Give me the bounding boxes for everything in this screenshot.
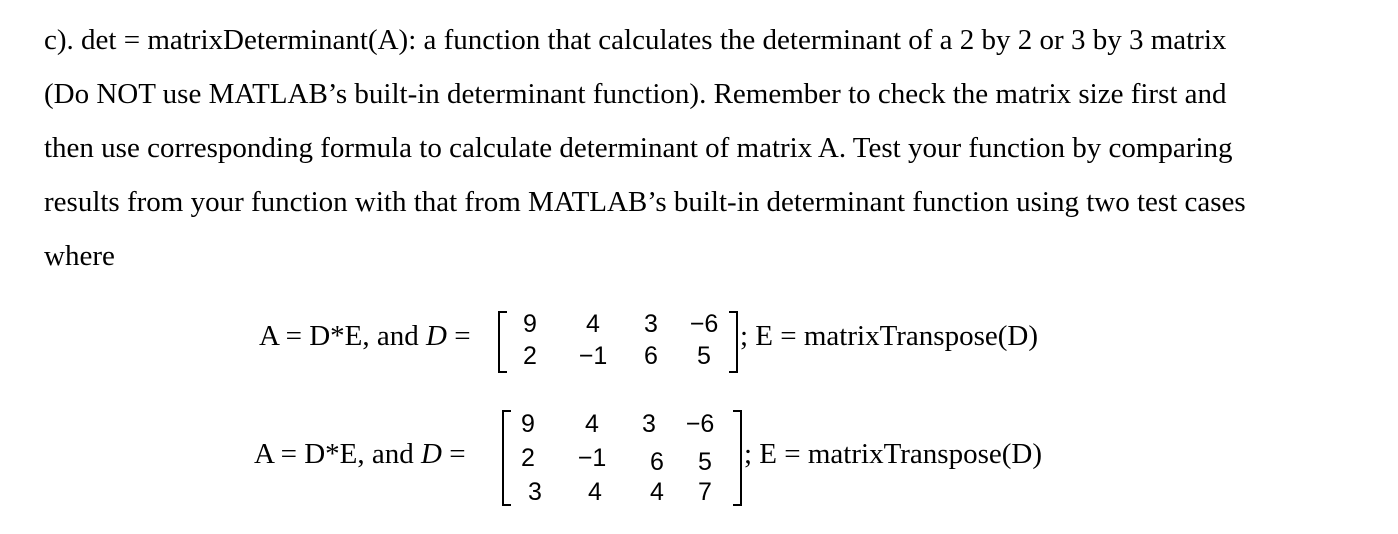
paragraph-line: results from your function with that from MATLAB’s built-in determinant function using two test cases	[44, 186, 1246, 218]
matrix-cell: 4	[650, 478, 664, 506]
case1-prefix: A = D*E, and	[259, 320, 426, 352]
matrix-cell: −1	[577, 444, 607, 472]
matrix-cell: −6	[685, 410, 715, 438]
matrix-left-bracket	[502, 410, 511, 506]
case2-equals: =	[449, 438, 466, 470]
paragraph-line: where	[44, 240, 115, 272]
matrix-cell: −1	[578, 342, 608, 370]
paragraph-line: c). det = matrixDeterminant(A): a function that calculates the determinant of a 2 by 2 or 3 by 3 matrix	[44, 24, 1227, 56]
matrix-cell: 2	[521, 444, 535, 472]
matrix-cell: 4	[588, 478, 602, 506]
case2-lhs	[254, 438, 466, 471]
case1-matrix-d	[498, 308, 738, 372]
matrix-cell: 3	[528, 478, 542, 506]
matrix-cell: 6	[650, 448, 664, 476]
matrix-cell: 6	[644, 342, 658, 370]
matrix-cell: 9	[523, 310, 537, 338]
case1-equals: =	[454, 320, 471, 352]
case1-lhs	[259, 320, 471, 353]
case2-suffix: ; E = matrixTranspose(D)	[744, 438, 1043, 470]
paragraph-line: (Do NOT use MATLAB’s built-in determinant function). Remember to check the matrix size first and	[44, 78, 1227, 110]
paragraph-line: then use corresponding formula to calculate determinant of matrix A. Test your function by comparing	[44, 132, 1233, 164]
case2-prefix: A = D*E, and	[254, 438, 421, 470]
case1-suffix: ; E = matrixTranspose(D)	[740, 320, 1039, 352]
matrix-cell: 5	[697, 342, 711, 370]
case1-d-variable: D	[425, 320, 447, 352]
matrix-cell: 7	[698, 478, 712, 506]
matrix-right-bracket	[733, 410, 742, 506]
matrix-cell: 3	[642, 410, 656, 438]
matrix-left-bracket	[498, 311, 507, 373]
matrix-cell: 5	[698, 448, 712, 476]
matrix-cell: 9	[521, 410, 535, 438]
case2-d-variable: D	[420, 438, 442, 470]
matrix-cell: 4	[585, 410, 599, 438]
matrix-cell: −6	[689, 310, 719, 338]
matrix-cell: 3	[644, 310, 658, 338]
case2-matrix-d	[502, 408, 742, 506]
matrix-cell: 4	[586, 310, 600, 338]
matrix-right-bracket	[729, 311, 738, 373]
matrix-cell: 2	[523, 342, 537, 370]
